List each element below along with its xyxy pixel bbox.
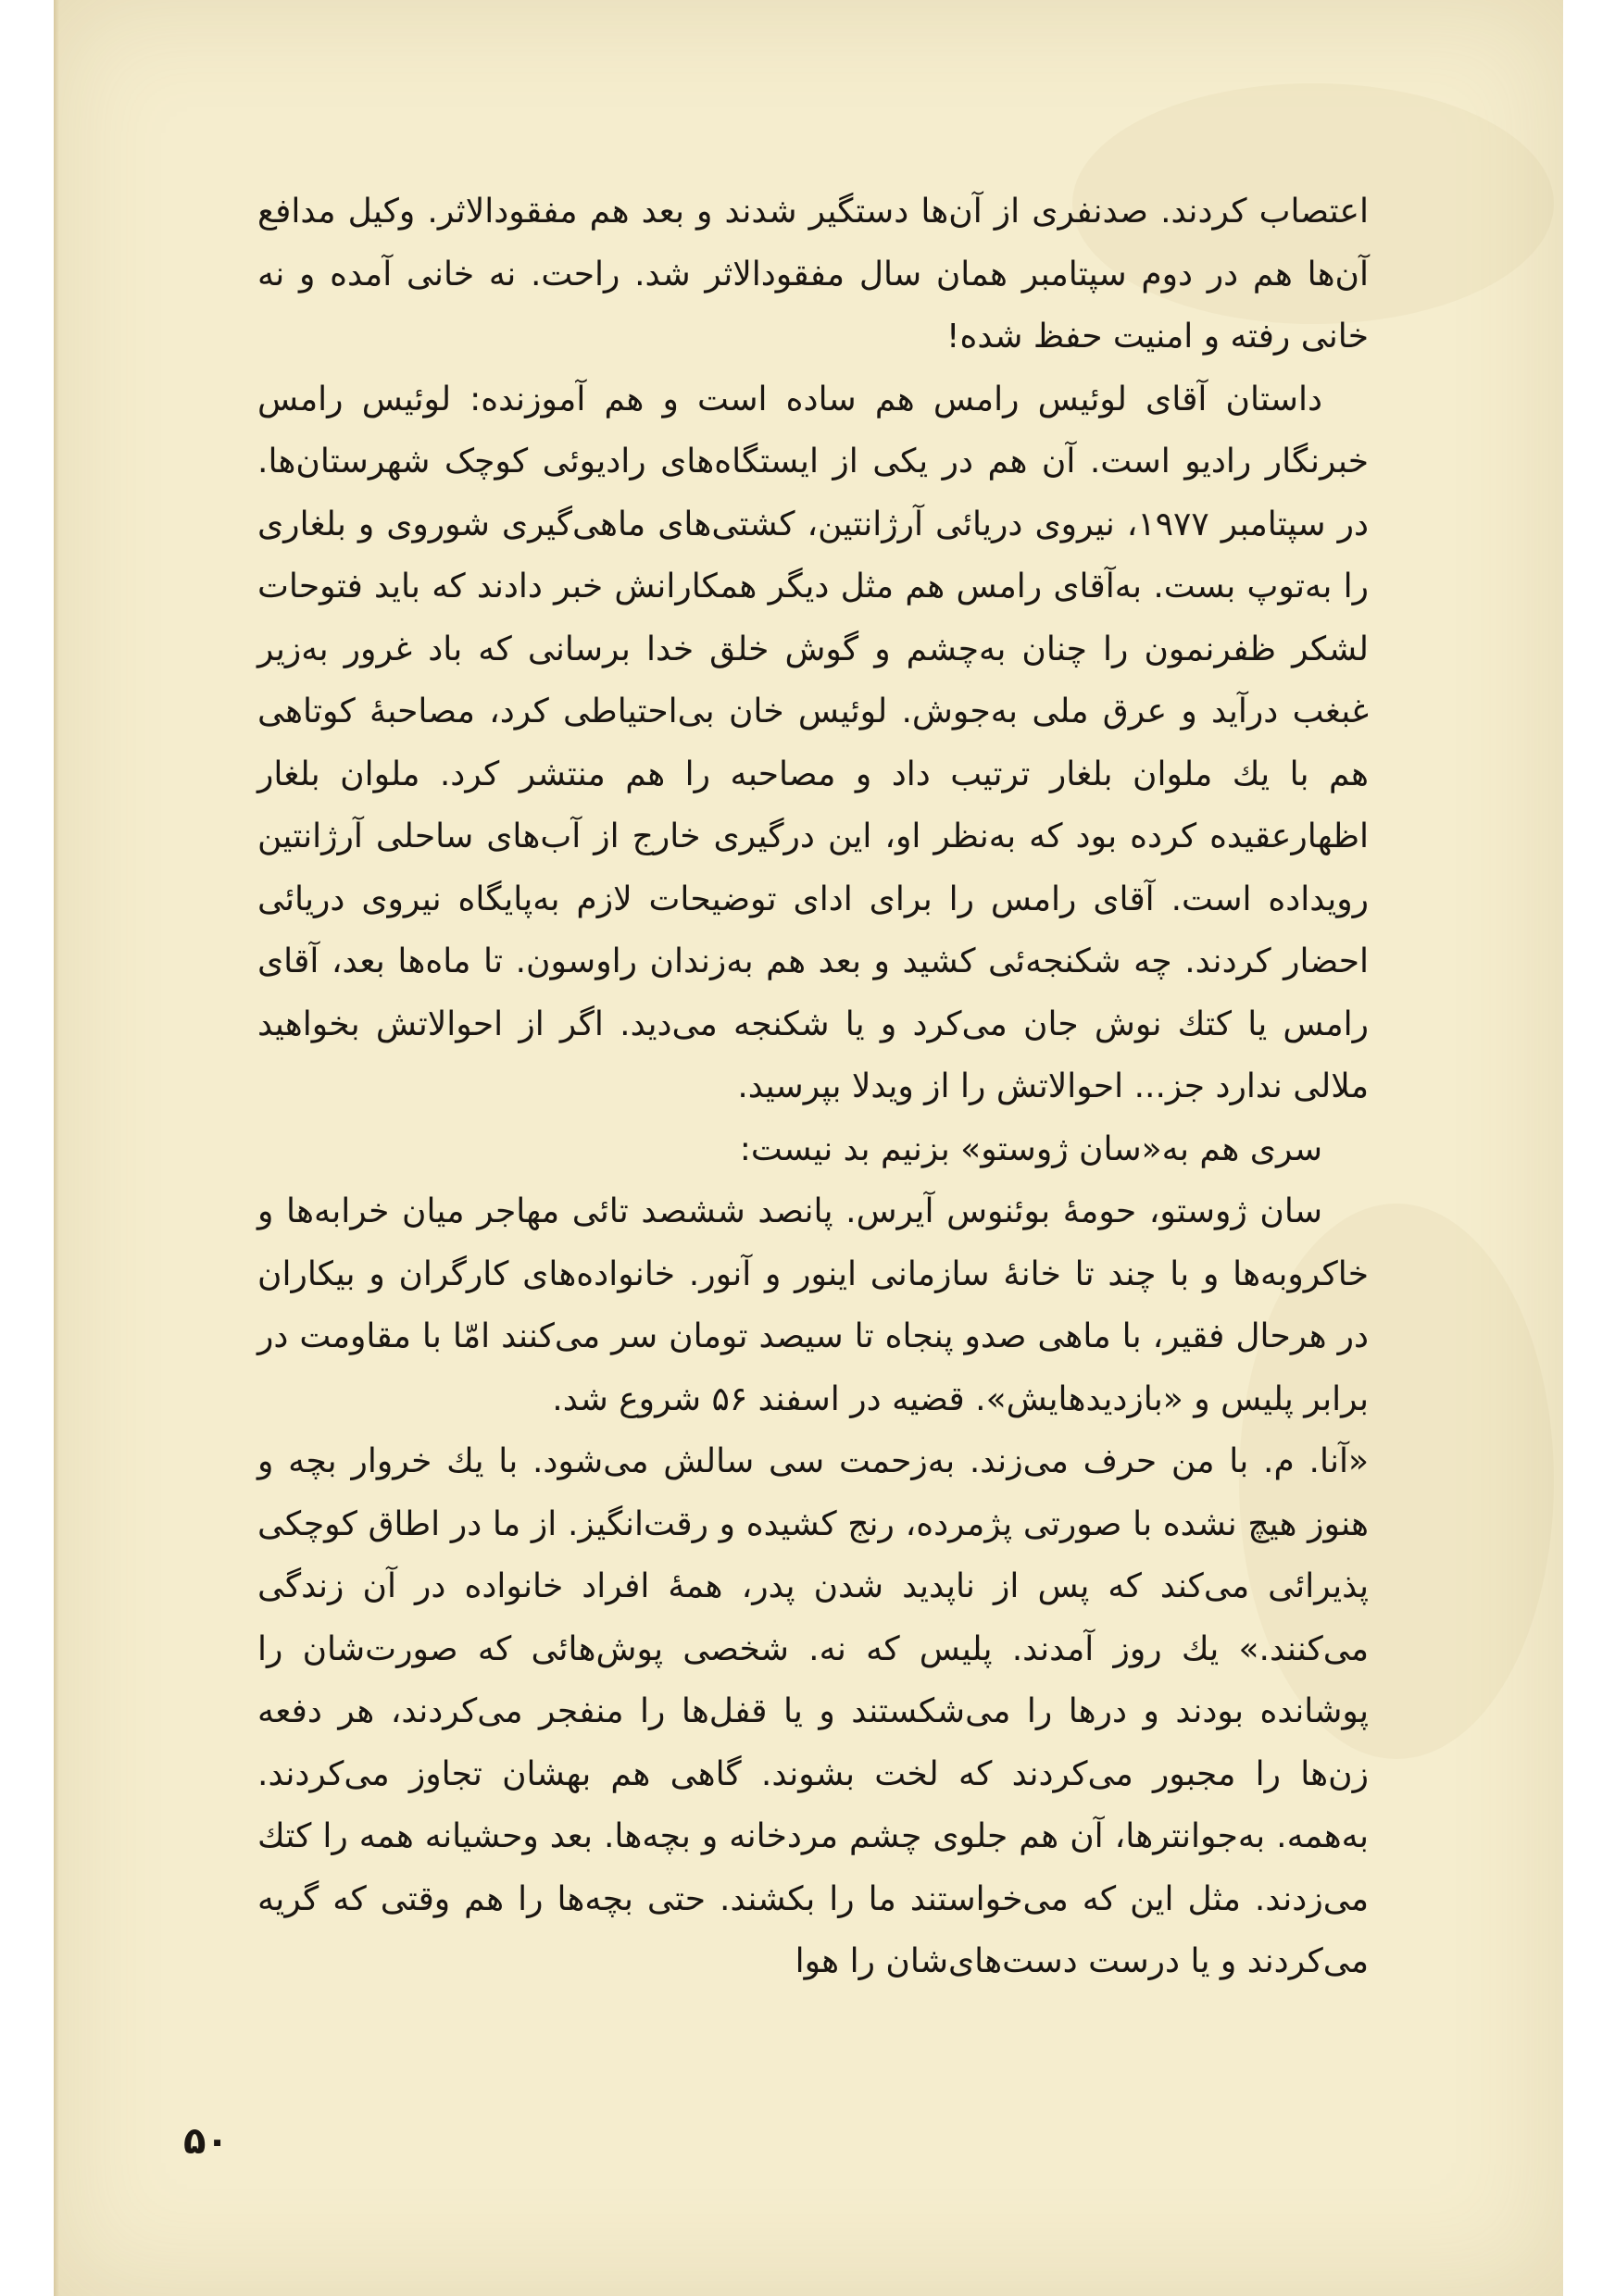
paragraph: اعتصاب کردند. صدنفری از آن‌ها دستگیر شدند و بعد هم مفقودالاثر. وکیل مدافع آن‌ها هم در دوم سپتامبر همان سال مفقودالاثر شد. راحت. نه خانی آمده و نه خانی رفته و امنیت حفظ شده! [257, 193, 1369, 356]
page-edge [54, 0, 59, 2296]
page-number: ۵۰ [183, 2120, 229, 2163]
paragraph: داستان آقای لوئیس رامس هم ساده است و هم آموزنده: لوئیس رامس خبرنگار رادیو است. آن هم در یکی از ایستگاه‌های رادیوئی کوچک شهرستان‌ها. در سپتامبر ۱۹۷۷، نیروی دریائی آرژانتین، کشتی‌های ماهی‌گیری شوروی و بلغاری را به‌توپ بست. به‌آقای رامس هم مثل دیگر همکارانش خبر دادند که باید فتوحات لشکر ظفرنمون را چنان به‌چشم و گوش خلق خدا برسانی که باد غرور به‌زیر غبغب درآید و عرق ملی به‌جوش. لوئیس خان بی‌احتیاطی کرد، مصاحبهٔ کوتاهی هم با یك ملوان بلغار ترتیب داد و مصاحبه را هم منتشر کرد. ملوان بلغار اظهارعقیده کرده بود که به‌نظر او، این درگیری خارج از آب‌های ساحلی آرژانتین رویداده است. آقای رامس را برای ادای توضیحات لازم به‌پایگاه نیروی دریائی احضار کردند. چه شکنجه‌ئی کشید و بعد هم به‌زندان راوسون. تا ماه‌ها بعد، آقای رامس یا کتك نوش جان می‌کرد و یا شکنجه می‌دید. اگر از احوالاتش بخواهید ملالی ندارد جز... احوالاتش را از ویدلا بپرسید. [257, 380, 1370, 1105]
paragraph: سری هم به«سان ژوستو» بزنیم بد نیست: [739, 1129, 1322, 1168]
body-text [257, 181, 1369, 1993]
paragraph: سان ژوستو، حومهٔ بوئنوس آیرس. پانصد ششصد تائی مهاجر میان خرابه‌ها و خاکروبه‌ها و با چند تا خانهٔ سازمانی اینور و آنور. خانواده‌های کارگران و بیکاران در هرحال فقیر، با ماهی صدو پنجاه تا سیصد تومان سر می‌کنند امّا با مقاومت در برابر پلیس و «بازدیدهایش». قضیه در اسفند ۵۶ شروع شد. [257, 1192, 1369, 1418]
paragraph: «آنا. م. با من حرف می‌زند. به‌زحمت سی سالش می‌شود. با یك خروار بچه و هنوز هیچ نشده با صورتی پژمرده، رنج کشیده و رقت‌انگیز. از ما در اطاق کوچکی پذیرائی می‌کند که پس از ناپدید شدن پدر، همهٔ افراد خانواده در آن زندگی می‌کنند.» یك روز آمدند. پلیس که نه. شخصی پوش‌هائی که صورت‌شان را پوشانده بودند و درها را می‌شکستند و یا قفل‌ها را منفجر می‌کردند، هر دفعه زن‌ها را مجبور می‌کردند که لخت بشوند. گاهی هم بهشان تجاوز می‌کردند. به‌همه. به‌جوانترها، آن هم جلوی چشم مردخانه و بچه‌ها. بعد وحشیانه همه را کتك می‌زدند. مثل این که می‌خواستند ما را بکشند. حتی بچه‌ها را هم وقتی که گریه می‌کردند و یا درست دست‌های‌شان را هوا [257, 1442, 1369, 1980]
book-page [54, 0, 1563, 2296]
